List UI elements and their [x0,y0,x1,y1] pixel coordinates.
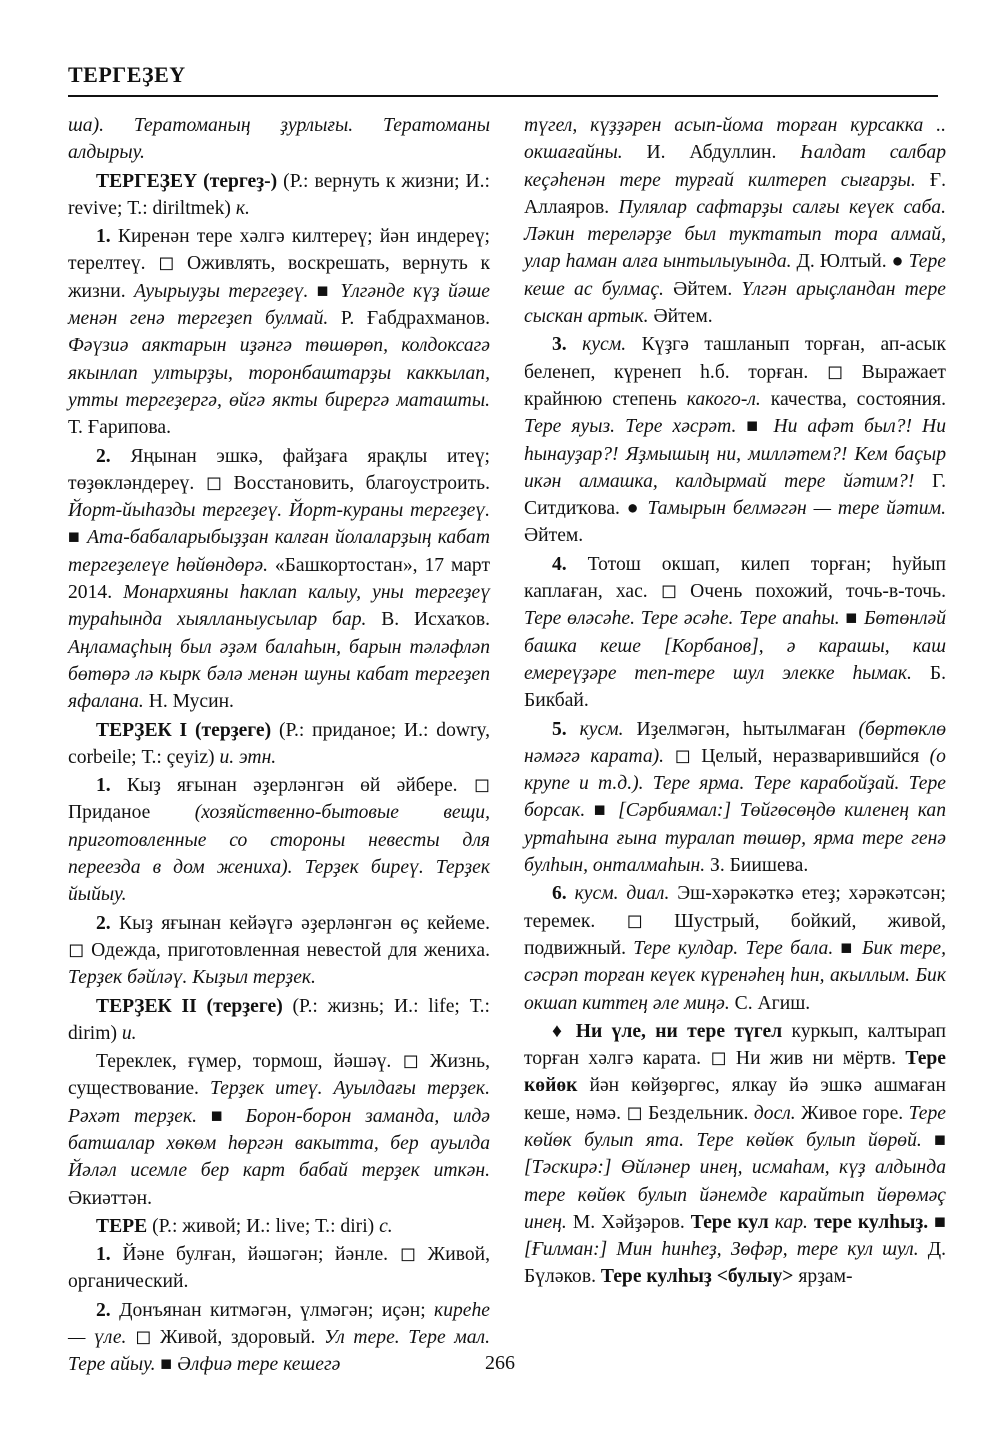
sense-paragraph: 5. кусм. Иҙелмәгән, һытылмаған (бөртөклө нәмәгә карата). ◻ Целый, неразварившийся (о крупе и т.д.). Тере ярма. Тере карабойҙай. Тере борсак. ■ [Сәрбиямал:] Төйгөсөңдө киленең кап уртаһына ғына туралап төшөр, ярма тере генә булһын, онталмаһын. З. Биишева. [524,718,946,877]
sense-paragraph: Тереклек, ғүмер, тормош, йәшәү. ◻ Жизнь, существование. Терҙек итеү. Ауылдағы терҙек. Рәхәт терҙек. ■ Борон-борон заманда, илдә батшалар хөкөм һөргән вакытта, бер ауылда Йәләл исемле бер карт бабай терҙек иткән. Әкиәттән. [68,1051,490,1209]
sense-paragraph: 6. кусм. диал. Эш-хәрәкәткә етеҙ; хәрәкәтсән; теремек. ◻ Шустрый, бойкий, живой, подвижный. Тере кулдар. Тере бала. ■ Бик тере, сәсрәп торған кеүек күренәһең һин, акыллым. Бик окшап киттең әле миңә. С. Агиш. [524,883,946,1014]
sense-paragraph: 1. Киренән тере хәлгә килтереү; йән индереү; терелтеү. ◻ Оживлять, воскрешать, вернуть к жизни. Ауырыуҙы тергеҙеү. ■ Үлгәнде күҙ йәше менән генә тергеҙеп булмай. Р. Ғабдрахманов. Фәүзиә аяктарын иҙәнгә төшөрөп, колдоксагә якынлап ултырҙы, торонбаштарҙы каккылап, утты тергеҙергә, өйгә якты бирергә маташты. Т. Ғарипова. [68,226,490,439]
sense-paragraph: 3. кусм. Күҙгә ташланып торған, ап-асык беленеп, күренеп һ.б. торған. ◻ Выражает крайнюю степень какого-л. качества, состояния. Тере яуыз. Тере хәсрәт. ■ Ни афәт был?! Ни һынауҙар?! Яҙмышың ни, милләтем?! Кем баçыр икән алмашка, калдырмай тере йәтим?! Г. Ситдиҡова. ● Тамырын белмәгән — тере йәтим. Әйтем. [524,334,946,547]
entry-headword-terzek-1: ТЕРҘЕК I (терҙеге) (Р.: приданое; И.: dowry, corbeile; Т.: çeyiz) и. этн. [68,719,490,768]
sense-paragraph: 2. Донъянан китмәгән, үлмәгән; иçән; киреһе — үле. ◻ Живой, здоровый. Ул тере. Тере мал. Тере айыу. ■ Әлфиә тере кешегә [68,1299,491,1376]
entry-headword-terzek-2: ТЕРҘЕК II (терҙеге) (Р.: жизнь; И.: life; Т.: dirim) и. [68,995,490,1044]
page-number: 266 [485,1352,515,1374]
sense-paragraph: 2. Кыҙ яғынан кейәүгә әҙерләнгән өç кейеме. ◻ Одежда, приготовленная невестой для жениха. Терҙек бәйләү. Кыҙыл терҙек. [68,912,490,989]
entry-paragraph: ша). Тератоманың ҙурлығы. Тератоманы алдырыу. [68,115,490,164]
sense-paragraph: 1. Кыҙ яғынан әҙерләнгән өй әйбере. ◻ Приданое (хозяйственно-бытовые вещи, приготовленные со стороны невесты для переезда в дом жениха). Терҙек биреү. Терҙек йыйыу. [68,775,491,906]
entry-headword-tergezeu: ТЕРГЕҘЕҮ (тергеҙ-) (Р.: вернуть к жизни; И.: revive; Т.: diriltmek) к. [68,170,490,219]
header-rule [68,95,938,97]
left-column [68,112,490,1380]
idioms-paragraph: ♦ Ни үле, ни тере түгел куркып, калтырап торған хәлгә карата. ◻ Ни жив ни мёртв. Тере көйөк йән көйҙөргөс, ялкау йә эшкә ашмаған кеше, нәмә. ◻ Бездельник. досл. Живое горе. Тере көйөк булып ята. Тере көйөк булып йөрөй. ■ [Тәскирә:] Өйләнер инең, исмаһам, күҙ алдында тере көйөк булып йәнемде карайтып йөрөмәç инең. М. Хәйҙәров. Тере кул кар. тере кулһыҙ. ■ [Ғилман:] Мин һинһеҙ, Зөфәр, тере кул шул. Д. Бүләков. Тере кулһыҙ <булыу> ярҙам- [524,1020,947,1288]
entry-headword-tere: ТЕРЕ (Р.: живой; И.: live; Т.: diri) с. [96,1215,393,1237]
sense-paragraph: 2. Яңынан эшкә, файҙаға ярақлы итеү; төҙөкләндереү. ◻ Восстановить, благоустроить. Йорт-йыһазды тергеҙеү. Йорт-кураны тергеҙеү. ■ Ата-бабаларыбыҙҙан калған йолаларҙың кабат тергеҙелеүе һөйөндөрә. «Башкортостан», 17 март 2014. Монархияны һаклап калыу, уны тергеҙеү тураһында хыялланыусылар бар. В. Исхаҡов. Аңламаçһың был әҙәм балаһын, барын тәләфләп бөтөрә лә кырк бәлә менән шуны кабат тергеҙеп яфалана. Н. Мусин. [68,445,491,713]
right-column [524,112,946,1292]
entry-paragraph: түгел, күҙҙәрен асып-йома торған курсакка .. окшағайны. И. Абдуллин. Һалдат салбар кеçәһенән тере турғай килтереп сығарҙы. Ғ. Аллаяров. Пулялар сафтарҙы салғы кеүек саба. Ләкин тереләрҙе был туктатып тора алмай, улар һаман алға ынтылыуында. Д. Юлтый. ● Тере кеше ас булмаç. Әйтем. Үлгән арыçландан тере сыскан артык. Әйтем. [524,115,946,328]
sense-paragraph: 4. Тотош окшап, килеп торған; һуйып каплаған, хас. ◻ Очень похожий, точь-в-точь. Тере өләсәһе. Тере әсәһе. Тере апаһы. ■ Бөтөнләй башка кеше [Корбанов], ә карашы, каш емереүҙәре теп-тере шул элекке һымак. Б. Бикбай. [524,553,946,712]
sense-paragraph: 1. Йәне булған, йәшәгән; йәнле. ◻ Живой, органический. [68,1244,490,1293]
running-header: ТЕРГЕҘЕҮ [68,62,186,87]
